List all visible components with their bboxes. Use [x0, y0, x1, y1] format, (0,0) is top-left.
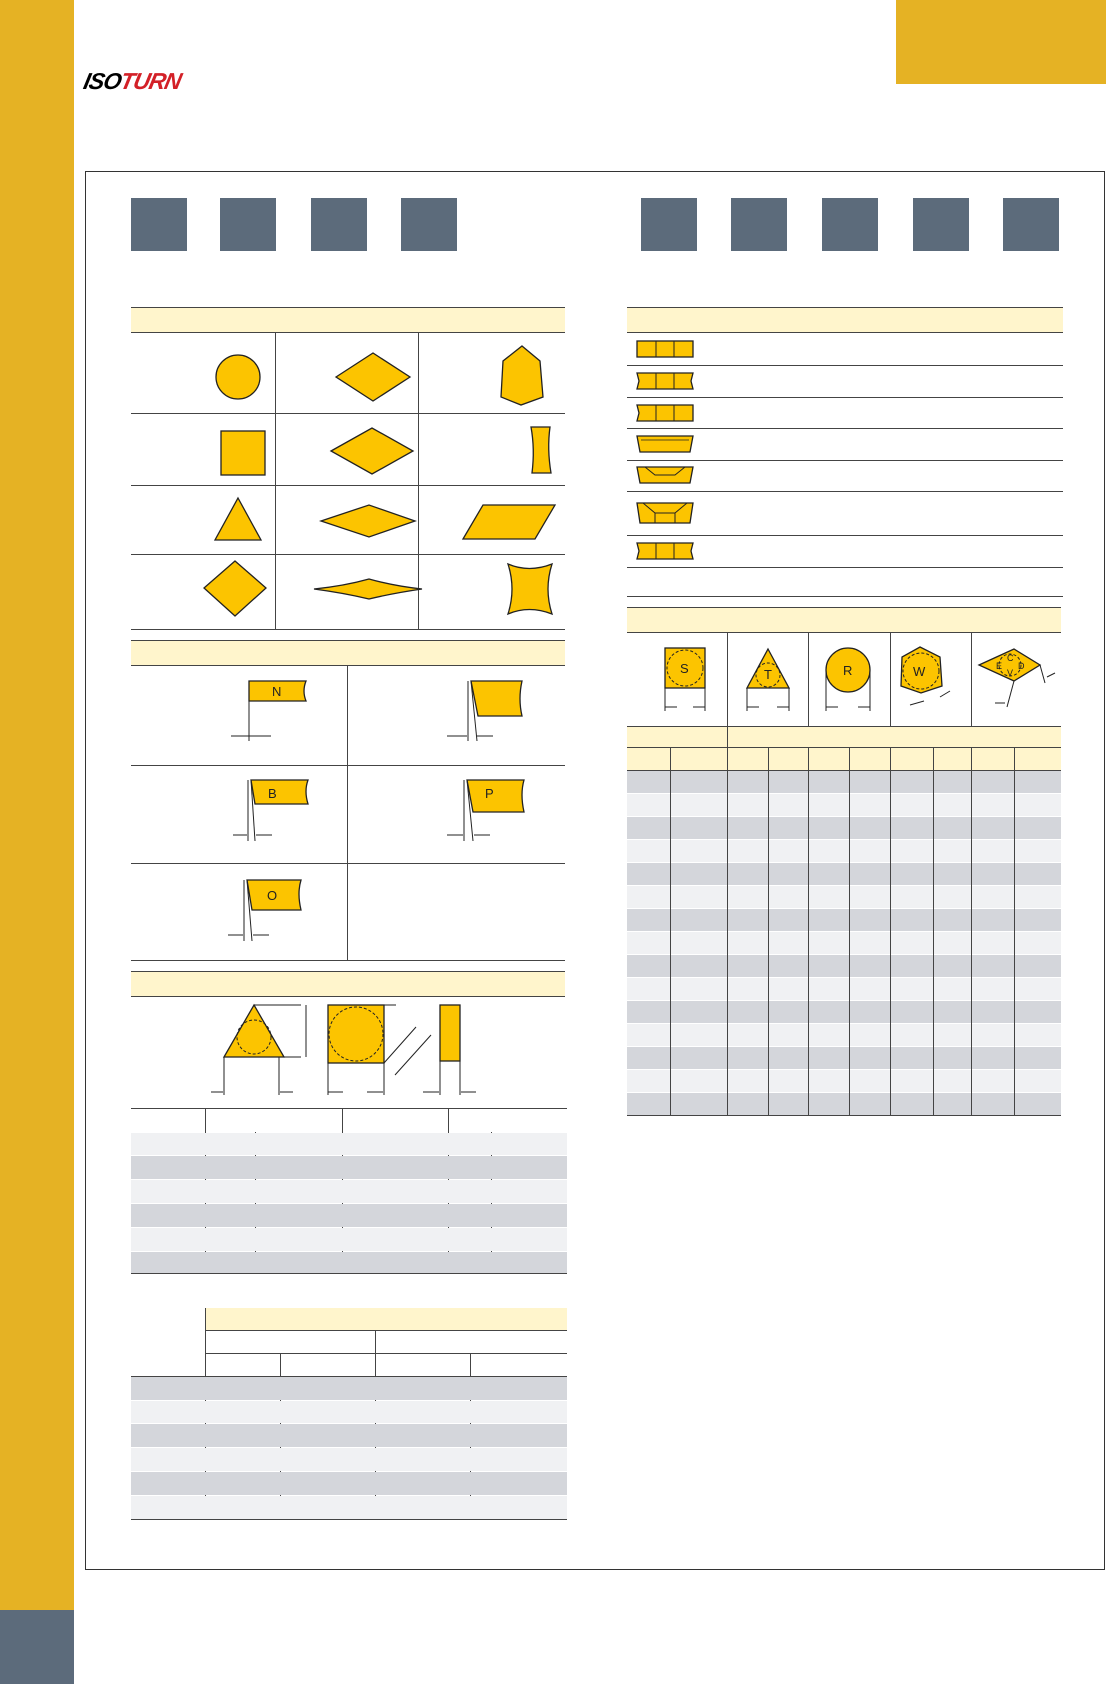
- chipbreaker-icon-2: [637, 373, 693, 389]
- shape-section-header: [131, 307, 565, 333]
- logo-part-turn: TURN: [117, 68, 184, 94]
- rectangle-icon: [531, 427, 551, 473]
- logo-part-iso: ISO: [81, 68, 124, 94]
- clearance-label-o: O: [267, 888, 278, 903]
- tolerance-section-header: [131, 971, 565, 997]
- tolerance-diagram-svg: [131, 997, 565, 1097]
- size-diagram-row: [627, 633, 1061, 726]
- trigon-icon: [508, 564, 552, 614]
- code-block-7: [822, 198, 878, 251]
- chipbreaker-icon-4: [637, 436, 693, 452]
- chipbreaker-section-header: [627, 307, 1063, 333]
- code-block-3: [311, 198, 367, 251]
- clearance-label-b: B: [268, 786, 277, 801]
- size-diagram-svg: [627, 633, 1061, 726]
- rhombus-35-icon: [321, 505, 415, 537]
- size-label-w: W: [913, 664, 926, 679]
- side-footer-block: [0, 1610, 74, 1684]
- size-label-s: S: [680, 661, 689, 676]
- rhombus-55-icon: [331, 428, 413, 474]
- chipbreaker-icons-svg: [627, 333, 707, 567]
- chapter-tab: [896, 0, 1106, 84]
- rhombus-curved-icon: [314, 579, 422, 599]
- chipbreaker-icon-3: [637, 405, 693, 421]
- code-block-8: [913, 198, 969, 251]
- chipbreaker-icon-6: [637, 503, 693, 523]
- insert-thickness-table: [131, 1308, 567, 1520]
- clearance-label-p: P: [485, 786, 494, 801]
- shape-icons-svg: [131, 333, 565, 629]
- side-accent-bar: [0, 0, 74, 1610]
- chipbreaker-icon-5: [637, 467, 693, 483]
- parallelogram-icon: [463, 505, 555, 539]
- code-block-1: [131, 198, 187, 251]
- rhombus-label-e: E: [996, 661, 1003, 671]
- rhombus-label-c: C: [1007, 653, 1014, 663]
- rhombus-label-d: D: [1018, 661, 1025, 671]
- rhombus-86-icon: [204, 561, 266, 616]
- pentagon-icon: [501, 346, 543, 405]
- clearance-section-header: [131, 640, 565, 666]
- code-block-4: [401, 198, 457, 251]
- code-block-6: [731, 198, 787, 251]
- triangle-icon: [215, 498, 261, 540]
- rhombus-80-icon: [336, 353, 410, 401]
- tolerance-table: [131, 1108, 567, 1273]
- clearance-label-n: N: [272, 684, 282, 699]
- chipbreaker-icon-1: [637, 341, 693, 357]
- square-icon: [221, 431, 265, 475]
- size-label-t: T: [764, 667, 772, 682]
- size-section-header: [627, 607, 1061, 633]
- chipbreaker-icon-7: [637, 543, 693, 559]
- clearance-icons-svg: [131, 666, 565, 960]
- code-block-2: [220, 198, 276, 251]
- size-table: [627, 726, 1061, 1127]
- size-label-r: R: [843, 663, 853, 678]
- circle-icon: [216, 355, 260, 399]
- brand-logo: [81, 68, 183, 95]
- chipbreaker-list: [627, 333, 1063, 568]
- shape-grid: [131, 333, 565, 630]
- clearance-grid: [131, 666, 565, 961]
- rhombus-label-v: V: [1007, 668, 1014, 678]
- code-block-9: [1003, 198, 1059, 251]
- code-block-5: [641, 198, 697, 251]
